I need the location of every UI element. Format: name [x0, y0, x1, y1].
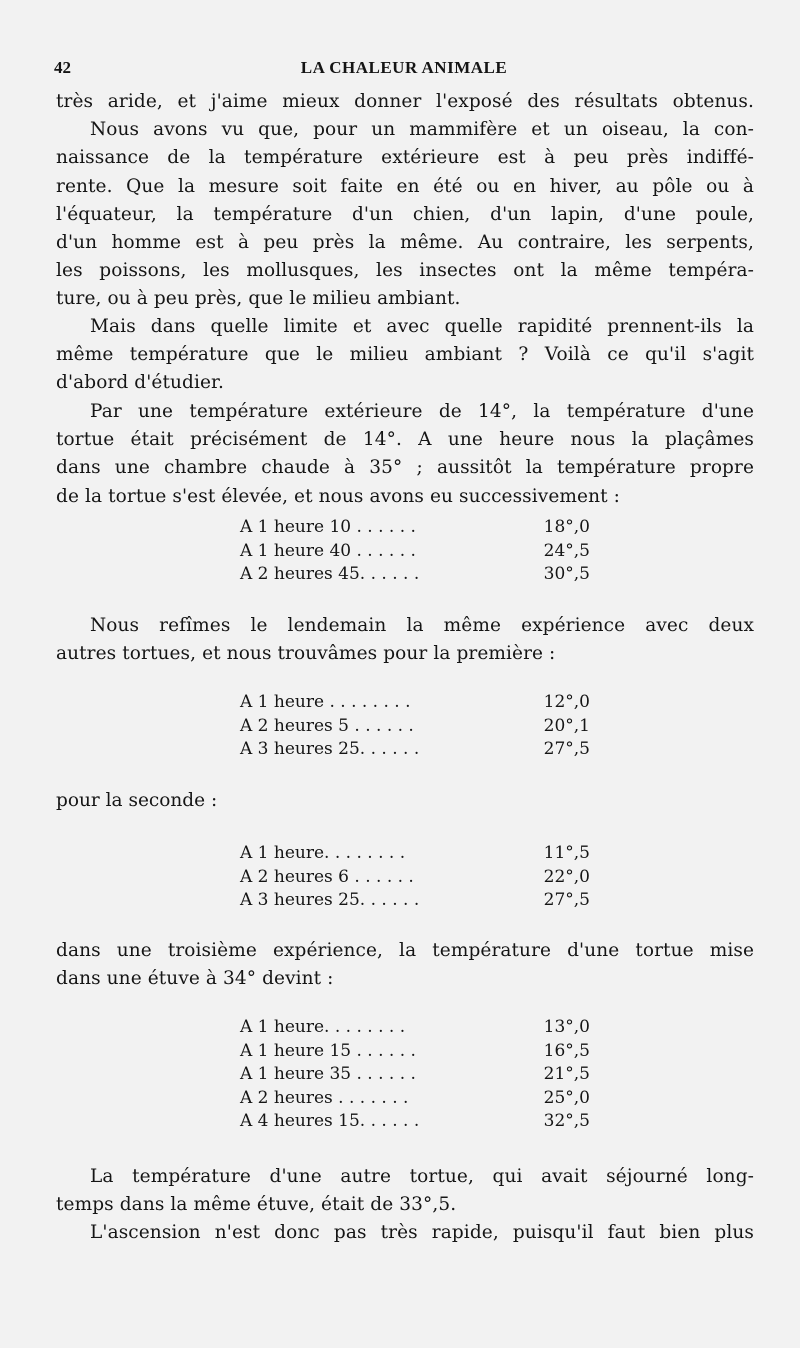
temperature-value: 27°,5	[543, 890, 590, 910]
table-row	[240, 1110, 590, 1134]
table-row	[240, 540, 590, 564]
text-line: d'abord d'étudier.	[56, 372, 224, 394]
text-line: La température d'une autre tortue, qui avait séjourné long-	[90, 1166, 754, 1187]
time-label: A 2 heures 6 . . . . . .	[240, 866, 414, 887]
time-label: A 1 heure 15 . . . . . .	[240, 1040, 416, 1061]
text-line: Nous avons vu que, pour un mammifère et un oiseau, la con-	[90, 119, 754, 141]
text-line: Par une température extérieure de 14°, la température d'une	[90, 401, 754, 422]
temperature-value: 16°,5	[543, 1040, 590, 1061]
temperature-value: 22°,0	[543, 866, 590, 887]
temperature-value: 21°,5	[543, 1064, 590, 1084]
table-row	[240, 563, 590, 587]
table-row	[240, 866, 590, 890]
time-label: A 1 heure 40 . . . . . .	[240, 540, 416, 561]
page-number: 42	[54, 58, 71, 77]
table-row	[240, 1063, 590, 1087]
text-line: de la tortue s'est élevée, et nous avons eu successivement :	[56, 485, 620, 507]
paragraph-1	[56, 88, 754, 314]
table-row	[240, 1016, 590, 1040]
running-title: LA CHALEUR ANIMALE	[300, 58, 508, 77]
paragraph-2	[56, 313, 754, 398]
temperature-table-4	[240, 1016, 640, 1134]
page-header	[54, 58, 754, 86]
time-label: A 1 heure. . . . . . . .	[240, 1017, 406, 1037]
table-row	[240, 738, 590, 762]
time-label: A 1 heure 10 . . . . . .	[240, 517, 416, 537]
paragraph-6	[56, 1163, 754, 1248]
text-line: ture, ou à peu près, que le milieu ambiant.	[56, 288, 461, 310]
text-line: dans une chambre chaude à 35° ; aussitôt la température propre	[56, 457, 754, 479]
text-line: Nous refîmes le lendemain la même expérience avec deux	[90, 615, 754, 636]
time-label: A 1 heure . . . . . . . .	[240, 692, 411, 712]
temperature-value: 13°,0	[543, 1017, 590, 1037]
table-row	[240, 842, 590, 866]
table-row	[240, 715, 590, 739]
text-line: naissance de la température extérieure est à peu près indiffé-	[56, 147, 754, 169]
text-line: rente. Que la mesure soit faite en été ou en hiver, au pôle ou à	[56, 175, 754, 197]
text-line: Mais dans quelle limite et avec quelle rapidité prennent-ils la	[90, 316, 754, 337]
text-line: même température que le milieu ambiant ? Voilà ce qu'il s'agit	[56, 344, 754, 366]
time-label: A 2 heures . . . . . . .	[240, 1087, 409, 1108]
time-label: A 3 heures 25. . . . . .	[240, 739, 420, 759]
text-line: les poissons, les mollusques, les insectes ont la même tempéra-	[56, 260, 754, 282]
transition-text: pour la seconde :	[56, 790, 218, 811]
temperature-table-2	[240, 691, 640, 762]
time-label: A 2 heures 5 . . . . . .	[240, 715, 414, 736]
temperature-value: 24°,5	[543, 540, 590, 561]
text-line: temps dans la même étuve, était de 33°,5.	[56, 1194, 457, 1216]
temperature-value: 25°,0	[543, 1087, 590, 1108]
temperature-table-1	[240, 516, 640, 587]
temperature-value: 27°,5	[543, 739, 590, 759]
paragraph-5	[56, 937, 754, 993]
temperature-table-3	[240, 842, 640, 913]
temperature-value: 20°,1	[543, 715, 590, 736]
temperature-value: 18°,0	[543, 517, 590, 537]
text-line: dans une troisième expérience, la température d'une tortue mise	[56, 940, 754, 961]
table-row	[240, 691, 590, 715]
temperature-value: 32°,5	[543, 1111, 590, 1131]
text-line: dans une étuve à 34° devint :	[56, 968, 334, 990]
temperature-value: 30°,5	[543, 564, 590, 584]
time-label: A 2 heures 45. . . . . .	[240, 564, 420, 584]
text-line: l'équateur, la température d'un chien, d'un lapin, d'une poule,	[56, 203, 754, 225]
time-label: A 3 heures 25. . . . . .	[240, 890, 420, 910]
time-label: A 1 heure. . . . . . . .	[240, 843, 406, 863]
table-row	[240, 516, 590, 540]
text-line: très aride, et j'aime mieux donner l'exposé des résultats obtenus.	[56, 91, 754, 112]
temperature-value: 11°,5	[543, 843, 590, 863]
table-row	[240, 1087, 590, 1111]
text-line: tortue était précisément de 14°. A une heure nous la plaçâmes	[56, 429, 754, 451]
table-row	[240, 889, 590, 913]
table-row	[240, 1040, 590, 1064]
paragraph-4	[56, 612, 754, 668]
text-line: autres tortues, et nous trouvâmes pour la première :	[56, 643, 556, 665]
text-line: L'ascension n'est donc pas très rapide, puisqu'il faut bien plus	[90, 1222, 754, 1244]
time-label: A 1 heure 35 . . . . . .	[240, 1064, 416, 1084]
paragraph-3	[56, 398, 754, 511]
text-line: d'un homme est à peu près la même. Au contraire, les serpents,	[56, 232, 754, 254]
time-label: A 4 heures 15. . . . . .	[240, 1111, 420, 1131]
temperature-value: 12°,0	[543, 692, 590, 712]
